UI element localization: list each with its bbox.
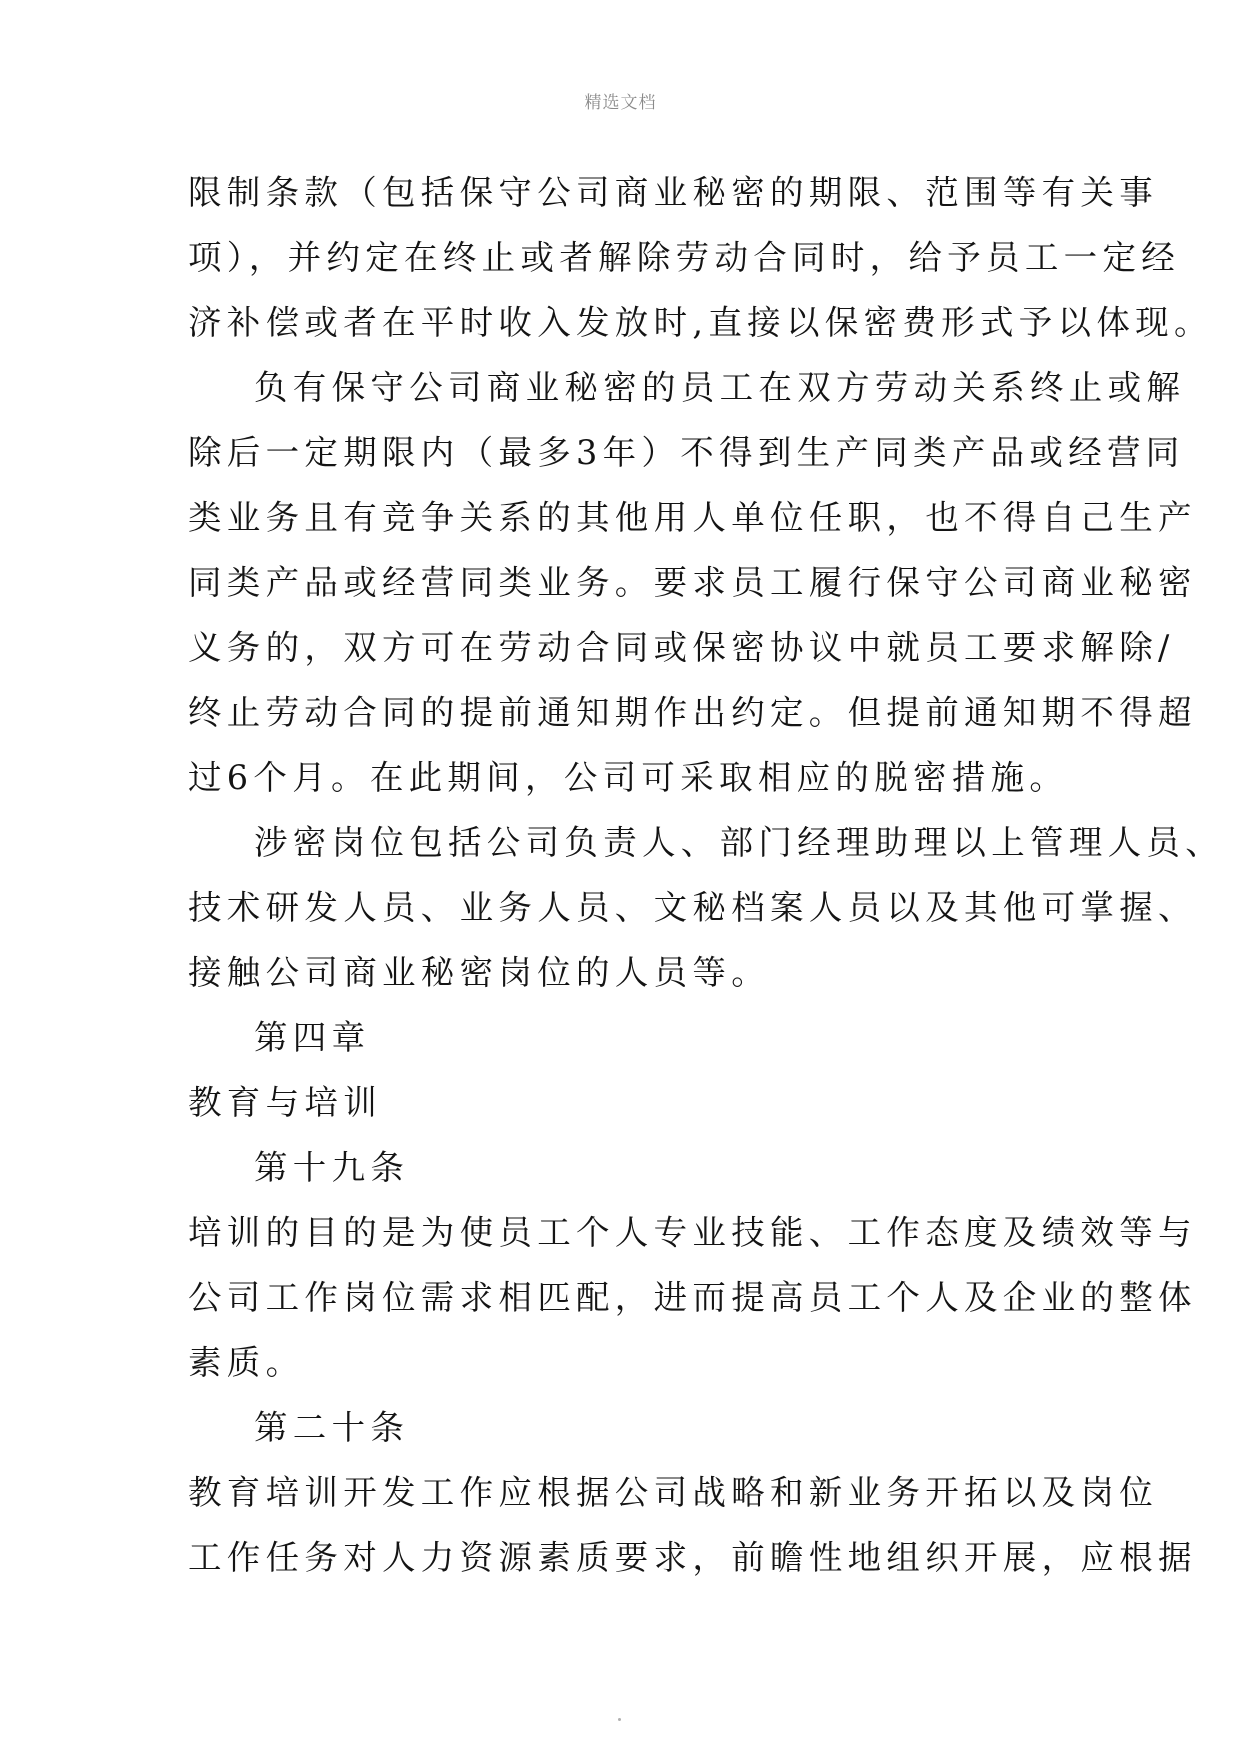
article-heading: 第十九条 [254, 1148, 410, 1187]
text-line: 同类产品或经营同类业务。要求员工履行保守公司商业秘密 [188, 563, 1197, 602]
chapter-title: 教育与培训 [188, 1083, 382, 1122]
text-line: 公司工作岗位需求相匹配，进而提高员工个人及企业的整体 [188, 1278, 1197, 1317]
text-line: 除后一定期限内（最多3年）不得到生产同类产品或经营同 [188, 433, 1185, 472]
chapter-heading: 第四章 [254, 1018, 371, 1057]
text-line: 义务的，双方可在劳动合同或保密协议中就员工要求解除/ [188, 628, 1175, 667]
text-line: 培训的目的是为使员工个人专业技能、工作态度及绩效等与 [188, 1213, 1197, 1252]
text-line: 素质。 [188, 1343, 305, 1382]
text-line: 接触公司商业秘密岗位的人员等。 [188, 953, 770, 992]
page-header: 精选文档 [584, 93, 657, 113]
text-line: 类业务且有竞争关系的其他用人单位任职，也不得自己生产 [188, 498, 1197, 537]
text-line: 终止劳动合同的提前通知期作出约定。但提前通知期不得超 [188, 693, 1197, 732]
paragraph-start-line: 涉密岗位包括公司负责人、部门经理助理以上管理人员、 [254, 823, 1224, 862]
text-line: 过6个月。在此期间，公司可采取相应的脱密措施。 [188, 758, 1069, 797]
footer-dot [618, 1718, 621, 1721]
text-line: 限制条款（包括保守公司商业秘密的期限、范围等有关事 [188, 173, 1158, 212]
paragraph-start-line: 负有保守公司商业秘密的员工在双方劳动关系终止或解 [254, 368, 1186, 407]
text-line: 项），并约定在终止或者解除劳动合同时，给予员工一定经 [188, 238, 1181, 277]
text-line: 技术研发人员、业务人员、文秘档案人员以及其他可掌握、 [188, 888, 1197, 927]
text-line: 工作任务对人力资源素质要求，前瞻性地组织开展，应根据 [188, 1538, 1197, 1577]
text-line: 教育培训开发工作应根据公司战略和新业务开拓以及岗位 [188, 1473, 1158, 1512]
article-heading: 第二十条 [254, 1408, 410, 1447]
text-line: 济补偿或者在平时收入发放时,直接以保密费形式予以体现。 [188, 303, 1213, 342]
document-body [188, 160, 1224, 1590]
